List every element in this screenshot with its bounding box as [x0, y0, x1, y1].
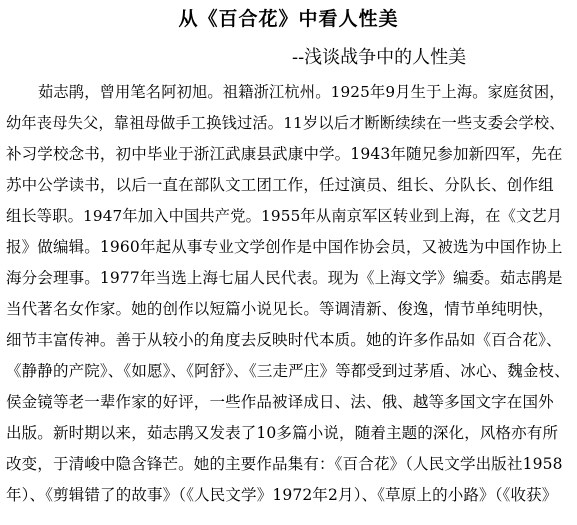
body-line: 报》做编辑。1960年起从事专业文学创作是中国作协会员，又被选为中国作协上	[6, 238, 563, 256]
body-line: 侯金镜等老一辈作家的好评，一些作品被译成日、法、俄、越等多国文字在国外	[6, 393, 554, 411]
document-subtitle: --浅谈战争中的人性美	[292, 47, 467, 68]
body-line: 出版。新时期以来，茹志鹃又发表了10多篇小说，随着主题的深化，风格亦有所	[6, 424, 559, 442]
body-line: 幼年丧母失父，靠祖母做手工换钱过活。11岁以后才断断续续在一些支委会学校、	[6, 114, 565, 132]
body-line: 茹志鹃，曾用笔名阿初旭。祖籍浙江杭州。1925年9月生于上海。家庭贫困，	[38, 83, 565, 101]
body-line: 年）、《剪辑错了的故事》（《人民文学》1972年2月）、《草原上的小路》（《收获》	[6, 486, 558, 504]
body-line: 改变，于清峻中隐含锋芒。她的主要作品集有：《百合花》（人民文学出版社1958	[6, 455, 563, 473]
body-line: 当代著名女作家。她的创作以短篇小说见长。等调清新、俊逸，情节单纯明快，	[6, 300, 554, 318]
body-line: 《静静的产院》、《如愿》、《阿舒》、《三走严庄》等都受到过茅盾、冰心、魏金枝、	[6, 362, 570, 380]
body-line: 组长等职。1947年加入中国共产党。1955年从南京军区转业到上海，在《文艺月	[6, 207, 563, 225]
document-title: 从《百合花》中看人性美	[178, 8, 399, 30]
body-line: 海分会理事。1977年当选上海七届人民代表。现为《上海文学》编委。茹志鹃是	[6, 269, 563, 287]
body-line: 苏中公学读书，以后一直在部队文工团工作，任过演员、组长、分队长、创作组	[6, 176, 554, 194]
body-line: 细节丰富传神。善于从较小的角度去反映时代本质。她的许多作品如《百合花》、	[6, 331, 562, 349]
body-line: 补习学校念书，初中毕业于浙江武康县武康中学。1943年随兄参加新四军，先在	[6, 145, 563, 163]
